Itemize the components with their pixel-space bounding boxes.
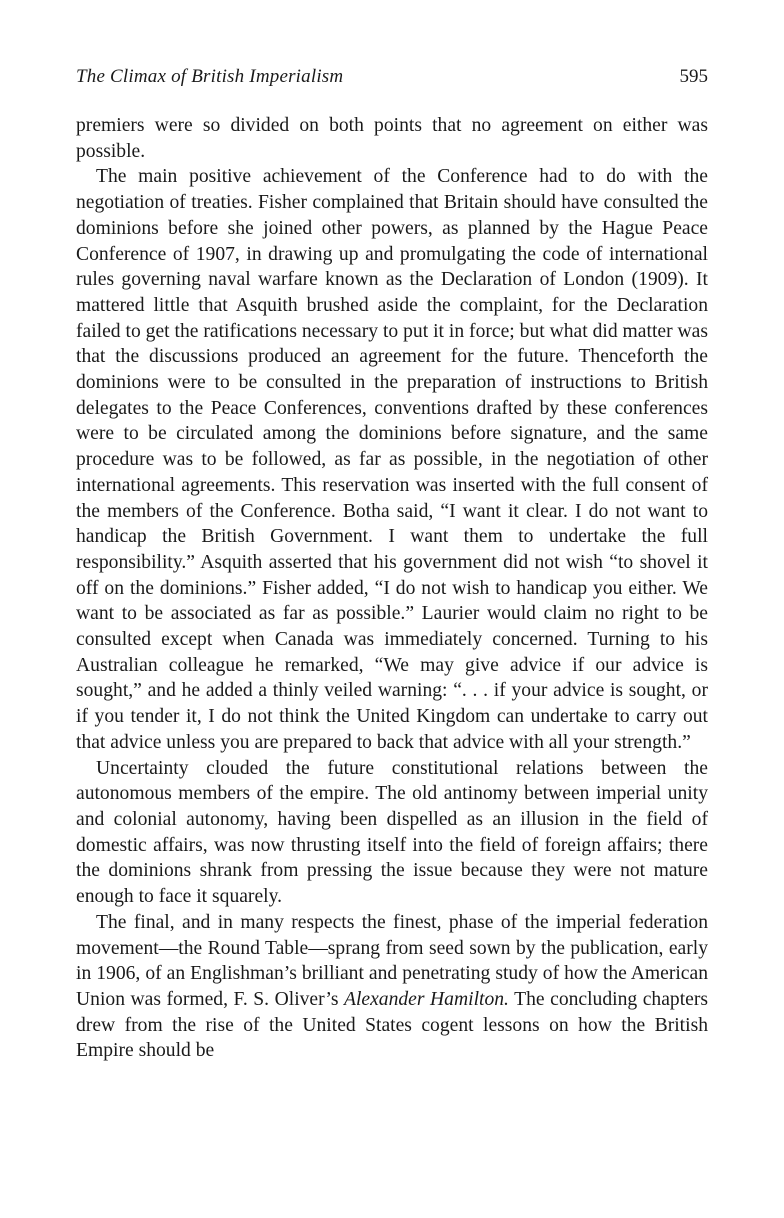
paragraph-round-table-text-before: The final, and in many respects the finest, phase of the imperial federation movement—the Round Table—sprang from seed sown by the publication, early in 1906, of an Englishman’s brilliant and penetrating study of how the American Union was formed, F. S. Oliver’s <box>76 911 708 1010</box>
page-number: 595 <box>679 66 708 87</box>
paragraph-uncertainty: Uncertainty clouded the future constitutional relations between the autonomous members of the empire. The old antinomy between imperial unity and colonial autonomy, having been dispelled as an illusion in the field of domestic affairs, was now thrusting itself into the field of foreign affairs; there the dominions shrank from pressing the issue because they were not mature enough to face it squarely. <box>76 757 708 908</box>
running-title: The Climax of British Imperialism <box>76 66 344 87</box>
paragraph-round-table-text-after: The concluding chapters drew from the rise of the United States cogent lessons on how the British Empire should be <box>76 988 708 1062</box>
paragraph-negotiation-of-treaties: The main positive achievement of the Conference had to do with the negotiation of treaties. Fisher complained that Britain should have consulted the dominions before she joined other powers, as planned by the Hague Peace Conference of 1907, in drawing up and promulgating the code of international rules governing naval warfare known as the Declaration of London (1909). It mattered little that Asquith brushed aside the complaint, for the Declaration failed to get the ratifications necessary to put it in force; but what did matter was that the discussions produced an agreement for the future. Thenceforth the dominions were to be consulted in the preparation of instructions to British delegates to the Peace Conferences, conventions drafted by these conferences were to be circulated among the dominions before signature, and the same procedure was to be followed, as far as possible, in the negotiation of other international agreements. This reservation was inserted with the full consent of the members of the Conference. Botha said, “I want it clear. I do not want to handicap the British Government. I want them to undertake the full responsibility.” Asquith asserted that his government did not wish “to shovel it off on the dominions.” Fisher added, “I do not wish to handicap you either. We want to be associated as far as possible.” Laurier would claim no right to be consulted except when Canada was immediately concerned. Turning to his Australian colleague he remarked, “We may give advice if our advice is sought,” and he added a thinly veiled warning: “. . . if your advice is sought, or if you tender it, I do not think the United Kingdom can undertake to carry out that advice unless you are prepared to back that advice with all your strength.” <box>76 166 708 753</box>
body-text <box>76 113 708 1064</box>
paragraph-continuation: premiers were so divided on both points that no agreement on either was possible. <box>76 115 708 162</box>
book-title-italic: Alexander Hamilton. <box>343 988 509 1010</box>
paragraph-round-table <box>76 910 708 1064</box>
running-head <box>76 66 708 94</box>
